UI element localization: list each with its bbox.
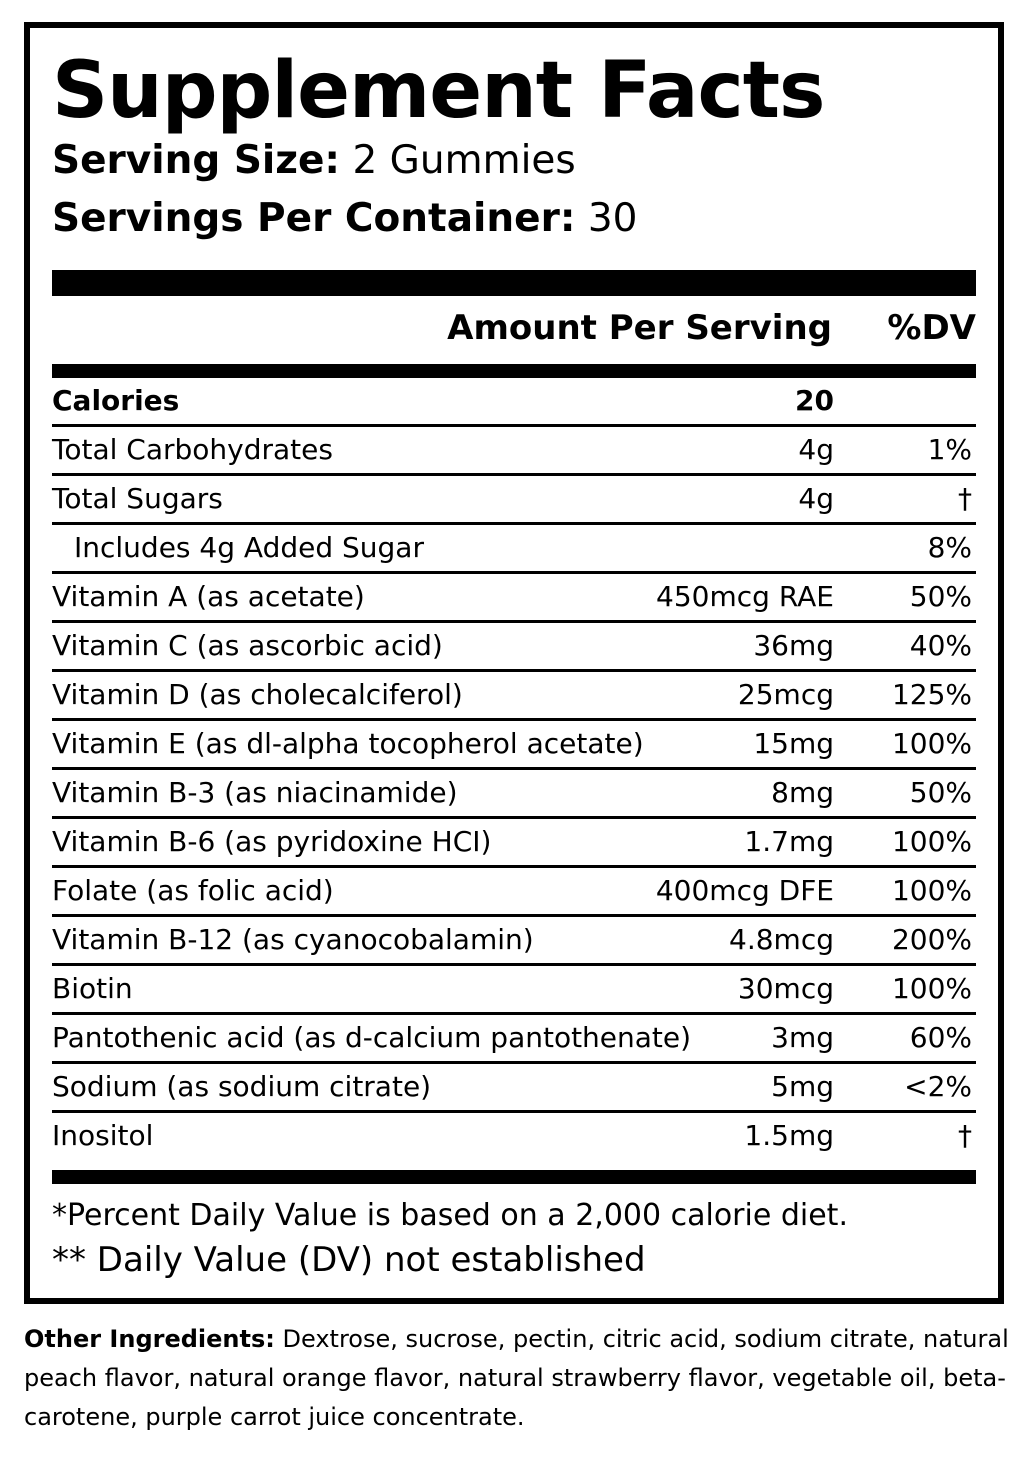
table-row [52,917,976,966]
table-row [52,868,976,917]
table-row [52,623,976,672]
nutrient-name: Vitamin B-12 (as cyanocobalamin) [52,923,534,956]
divider-thick-bottom [52,1170,976,1184]
nutrient-dv: 100% [891,727,972,760]
nutrient-amount: 4g [798,433,834,466]
nutrient-dv: <2% [904,1070,972,1103]
nutrient-name: Total Carbohydrates [52,433,333,466]
other-ingredients [24,1320,1014,1437]
nutrient-dv: † [958,482,972,515]
table-row [52,672,976,721]
other-ingredients-text: Dextrose, sucrose, pectin, citric acid, sodium citrate, natural peach flavor, natural orange flavor, natural strawberry flavor, vegetable oil, beta-carotene, purple carrot juice concentrate. [24,1325,1009,1431]
nutrient-dv: † [958,1119,972,1152]
nutrient-dv: 60% [909,1021,972,1054]
nutrient-dv: 8% [927,531,972,564]
nutrient-name: Vitamin E (as dl-alpha tocopherol acetate) [52,727,644,760]
amount-per-serving-header: Amount Per Serving [447,308,832,348]
supplement-facts-panel [24,22,1004,1304]
servings-per-container-value: 30 [587,196,638,241]
nutrient-name: Includes 4g Added Sugar [74,531,424,564]
nutrient-dv: 100% [891,825,972,858]
page-title: Supplement Facts [52,46,825,136]
table-row [52,476,976,525]
serving-size [52,136,576,186]
nutrient-name: Folate (as folic acid) [52,874,334,907]
nutrient-dv: 1% [927,433,972,466]
nutrient-dv: 40% [909,629,972,662]
nutrient-amount: 1.5mg [744,1119,834,1152]
nutrient-name: Vitamin B-6 (as pyridoxine HCI) [52,825,492,858]
table-row [52,1113,976,1159]
nutrient-dv: 125% [891,678,972,711]
serving-size-value: 2 Gummies [352,138,576,183]
nutrient-dv: 100% [891,972,972,1005]
nutrient-amount: 25mcg [737,678,834,711]
serving-size-label: Serving Size: [52,138,341,183]
nutrient-amount: 450mcg RAE [656,580,834,613]
table-row [52,1015,976,1064]
table-row [52,574,976,623]
nutrient-table [52,378,976,1159]
nutrient-name: Calories [52,384,180,417]
table-row [52,966,976,1015]
other-ingredients-label: Other Ingredients: [24,1325,275,1353]
servings-per-container [52,194,637,244]
nutrient-name: Vitamin C (as ascorbic acid) [52,629,443,662]
nutrient-amount: 1.7mg [744,825,834,858]
nutrient-dv: 100% [891,874,972,907]
footnote-not-established: ** Daily Value (DV) not established [52,1240,646,1280]
nutrient-name: Vitamin B-3 (as niacinamide) [52,776,458,809]
nutrient-amount: 15mg [753,727,834,760]
nutrient-amount: 36mg [753,629,834,662]
nutrient-name: Vitamin A (as acetate) [52,580,365,613]
nutrient-amount: 8mg [771,776,834,809]
nutrient-name: Total Sugars [52,482,223,515]
nutrient-amount: 4g [798,482,834,515]
nutrient-name: Biotin [52,972,133,1005]
nutrient-amount: 4.8mcg [729,923,834,956]
dv-header: %DV [887,308,976,348]
divider-thick-header [52,364,976,378]
servings-per-container-label: Servings Per Container: [52,196,576,241]
nutrient-amount: 20 [795,384,834,417]
divider-thick-top [52,270,976,296]
nutrient-dv: 50% [909,580,972,613]
table-row [52,721,976,770]
table-row [52,427,976,476]
nutrient-name: Sodium (as sodium citrate) [52,1070,432,1103]
nutrient-name: Pantothenic acid (as d-calcium pantothenate) [52,1021,692,1054]
footnote-daily-value: *Percent Daily Value is based on a 2,000 calorie diet. [52,1198,848,1233]
nutrient-dv: 50% [909,776,972,809]
nutrient-amount: 5mg [771,1070,834,1103]
table-row-added-sugar [52,525,976,574]
nutrient-dv: 200% [891,923,972,956]
table-row [52,819,976,868]
nutrient-amount: 400mcg DFE [655,874,834,907]
nutrient-amount: 30mcg [737,972,834,1005]
nutrient-name: Vitamin D (as cholecalciferol) [52,678,463,711]
table-row-calories [52,378,976,427]
nutrient-name: Inositol [52,1119,154,1152]
table-row [52,770,976,819]
table-row [52,1064,976,1113]
nutrient-amount: 3mg [771,1021,834,1054]
